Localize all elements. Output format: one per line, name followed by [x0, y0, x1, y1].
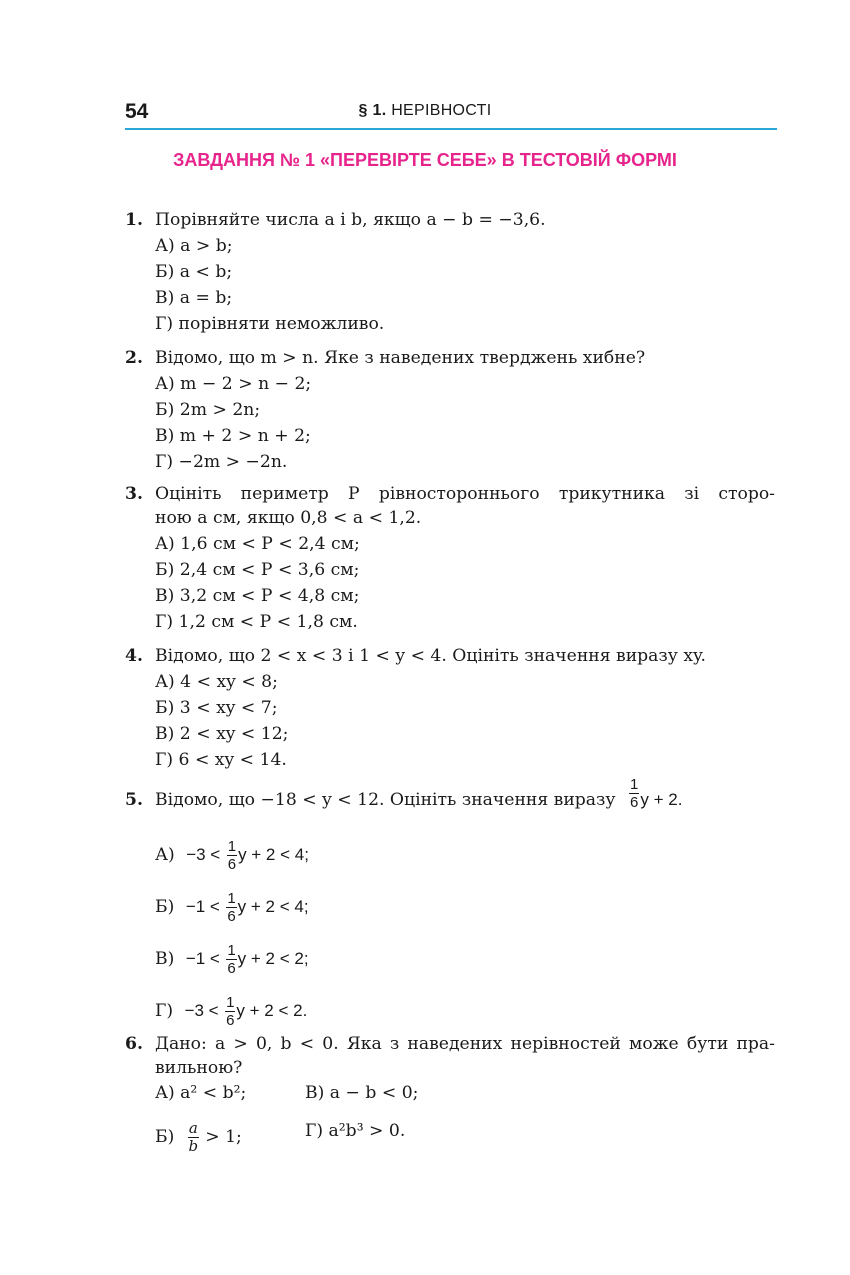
fraction	[226, 942, 236, 977]
fraction-numerator: 1	[227, 838, 237, 855]
option: А) m − 2 > n − 2;	[155, 374, 312, 394]
option-label: В)	[155, 949, 175, 969]
question-number: 4.	[125, 646, 143, 666]
option-left: −1 <	[185, 949, 220, 968]
option: Г) 1,2 см < P < 1,8 см.	[155, 612, 358, 632]
expression-tail: y + 2.	[640, 790, 683, 809]
option: Б) 2,4 см < P < 3,6 см;	[155, 560, 360, 580]
option: В) 2 < xy < 12;	[155, 724, 289, 744]
option-left: −3 <	[186, 845, 221, 864]
option-right: y + 2 < 2.	[236, 1001, 308, 1020]
option: Г) порівняти неможливо.	[155, 314, 385, 334]
option-left: −1 <	[185, 897, 220, 916]
option: Б) 3 < xy < 7;	[155, 698, 278, 718]
option-fraction	[155, 890, 309, 925]
question-text: Порівняйте числа a і b, якщо a − b = −3,6.	[155, 210, 546, 230]
option-right: y + 2 < 2;	[237, 949, 309, 968]
option: В) 3,2 см < P < 4,8 см;	[155, 586, 360, 606]
fraction	[225, 994, 235, 1029]
fraction-numerator: a	[188, 1119, 198, 1137]
fraction-denominator: 6	[226, 1012, 235, 1029]
option: Г) −2m > −2n.	[155, 452, 288, 472]
fraction-numerator: 1	[227, 942, 236, 959]
fraction-denominator: b	[188, 1137, 199, 1155]
option: А) a > b;	[155, 236, 233, 256]
section-mark: § 1.	[358, 102, 387, 119]
question-number: 5.	[125, 790, 143, 810]
option: Г) 6 < xy < 14.	[155, 750, 287, 770]
question-text-continued: вильною?	[155, 1058, 243, 1078]
option-fraction	[155, 994, 307, 1029]
question-text: Відомо, що 2 < x < 3 і 1 < y < 4. Оцініть значення виразу xy.	[155, 646, 706, 666]
option-fraction	[155, 838, 309, 873]
option-fraction	[155, 1120, 242, 1155]
question-text: Оцініть периметр P рівностороннього трикутника зі сторо-	[155, 484, 775, 504]
option-right: y + 2 < 4;	[238, 845, 309, 864]
fraction-denominator: 6	[227, 960, 236, 977]
question-number: 1.	[125, 210, 143, 230]
fraction	[188, 1120, 199, 1155]
option-label: А)	[155, 845, 175, 865]
option: В) a − b < 0;	[305, 1083, 419, 1103]
question-number: 6.	[125, 1034, 143, 1054]
fraction	[629, 776, 639, 811]
option-label: Б)	[155, 1127, 175, 1147]
option-fraction	[155, 942, 309, 977]
option: В) a = b;	[155, 288, 233, 308]
fraction-denominator: 6	[227, 908, 236, 925]
question-number: 2.	[125, 348, 143, 368]
fraction-denominator: 6	[227, 856, 237, 873]
question-text: Відомо, що m > n. Яке з наведених тверджень хибне?	[155, 348, 646, 368]
section-header	[0, 102, 850, 120]
header-rule	[125, 128, 777, 130]
option: В) m + 2 > n + 2;	[155, 426, 311, 446]
question-text-main: Відомо, що −18 < y < 12. Оцініть значення виразу	[155, 790, 616, 810]
fraction-numerator: 1	[630, 776, 639, 793]
page-number: 54	[125, 100, 149, 123]
fraction-numerator: 1	[226, 994, 235, 1011]
option-right: y + 2 < 4;	[237, 897, 309, 916]
fraction	[226, 890, 236, 925]
question-text	[155, 776, 683, 811]
page-title: ЗАВДАННЯ № 1 «ПЕРЕВІРТЕ СЕБЕ» В ТЕСТОВІЙ ФОРМІ	[173, 150, 677, 170]
option: Б) a < b;	[155, 262, 233, 282]
option: А) 4 < xy < 8;	[155, 672, 278, 692]
section-title: НЕРІВНОСТІ	[391, 102, 492, 119]
option-right: > 1;	[205, 1127, 242, 1147]
option: Г) a²b³ > 0.	[305, 1121, 406, 1141]
fraction	[227, 838, 237, 873]
option: А) a² < b²;	[155, 1083, 247, 1103]
option: Б) 2m > 2n;	[155, 400, 261, 420]
question-text-continued: ною a см, якщо 0,8 < a < 1,2.	[155, 508, 422, 528]
question-text: Дано: a > 0, b < 0. Яка з наведених нерівностей може бути пра-	[155, 1034, 775, 1054]
option: А) 1,6 см < P < 2,4 см;	[155, 534, 360, 554]
option-label: Г)	[155, 1001, 174, 1021]
fraction-numerator: 1	[227, 890, 236, 907]
option-left: −3 <	[184, 1001, 219, 1020]
fraction-denominator: 6	[630, 794, 639, 811]
option-label: Б)	[155, 897, 175, 917]
question-number: 3.	[125, 484, 143, 504]
